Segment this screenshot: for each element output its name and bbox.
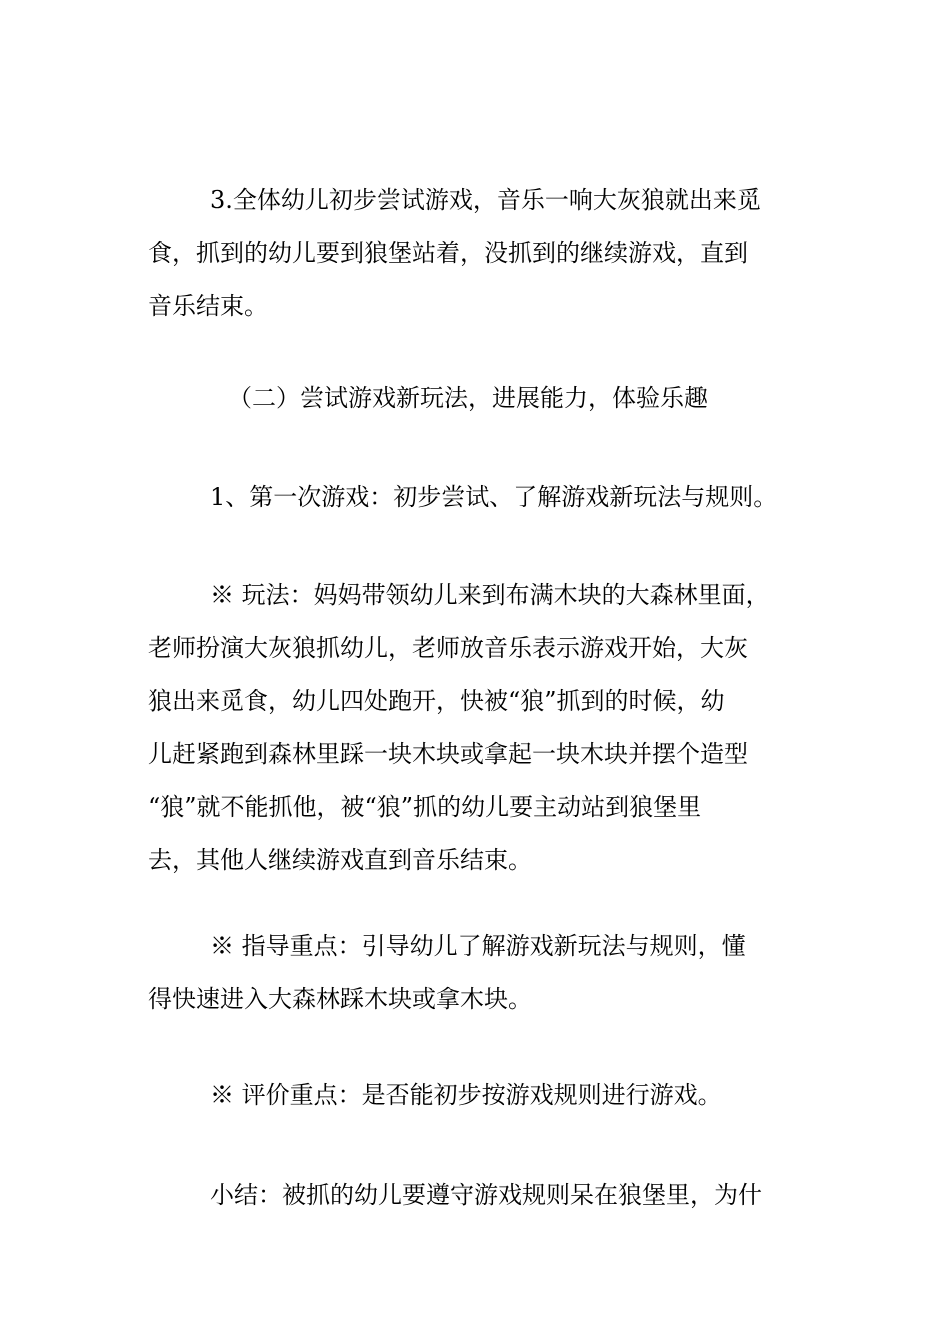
paragraph-line: ※ 评价重点：是否能初步按游戏规则进行游戏。 [210, 1081, 722, 1109]
paragraph-line: 去，其他人继续游戏直到音乐结束。 [148, 846, 532, 874]
paragraph-line: 小结：被抓的幼儿要遵守游戏规则呆在狼堡里，为什 [210, 1181, 762, 1209]
paragraph-evaluation-focus [148, 1069, 813, 1122]
paragraph-first-game [148, 471, 813, 524]
section-heading-text: （二）尝试游戏新玩法，进展能力，体验乐趣 [228, 384, 708, 412]
paragraph-gameplay [148, 569, 813, 887]
paragraph-line: 狼出来觅食，幼儿四处跑开，快被“狼”抓到的时候，幼 [148, 687, 725, 715]
paragraph-line: “狼”就不能抓他，被“狼”抓的幼儿要主动站到狼堡里 [148, 793, 702, 821]
paragraph-line: 音乐结束。 [148, 292, 268, 320]
paragraph-line: 食，抓到的幼儿要到狼堡站着，没抓到的继续游戏，直到 [148, 239, 748, 267]
paragraph-line: 老师扮演大灰狼抓幼儿，老师放音乐表示游戏开始，大灰 [148, 634, 748, 662]
paragraph-line: 3.全体幼儿初步尝试游戏，音乐一响大灰狼就出来觅 [210, 186, 761, 214]
paragraph-summary [148, 1169, 813, 1222]
paragraph-guidance-focus [148, 920, 813, 1026]
section-heading [148, 372, 813, 425]
paragraph-step-3 [148, 174, 813, 333]
paragraph-line: 儿赶紧跑到森林里踩一块木块或拿起一块木块并摆个造型 [148, 740, 748, 768]
paragraph-line: 1、第一次游戏：初步尝试、了解游戏新玩法与规则。 [210, 483, 778, 511]
paragraph-line: ※ 指导重点：引导幼儿了解游戏新玩法与规则，懂 [210, 932, 746, 960]
paragraph-line: 得快速进入大森林踩木块或拿木块。 [148, 985, 532, 1013]
paragraph-line: ※ 玩法：妈妈带领幼儿来到布满木块的大森林里面， [210, 581, 770, 609]
